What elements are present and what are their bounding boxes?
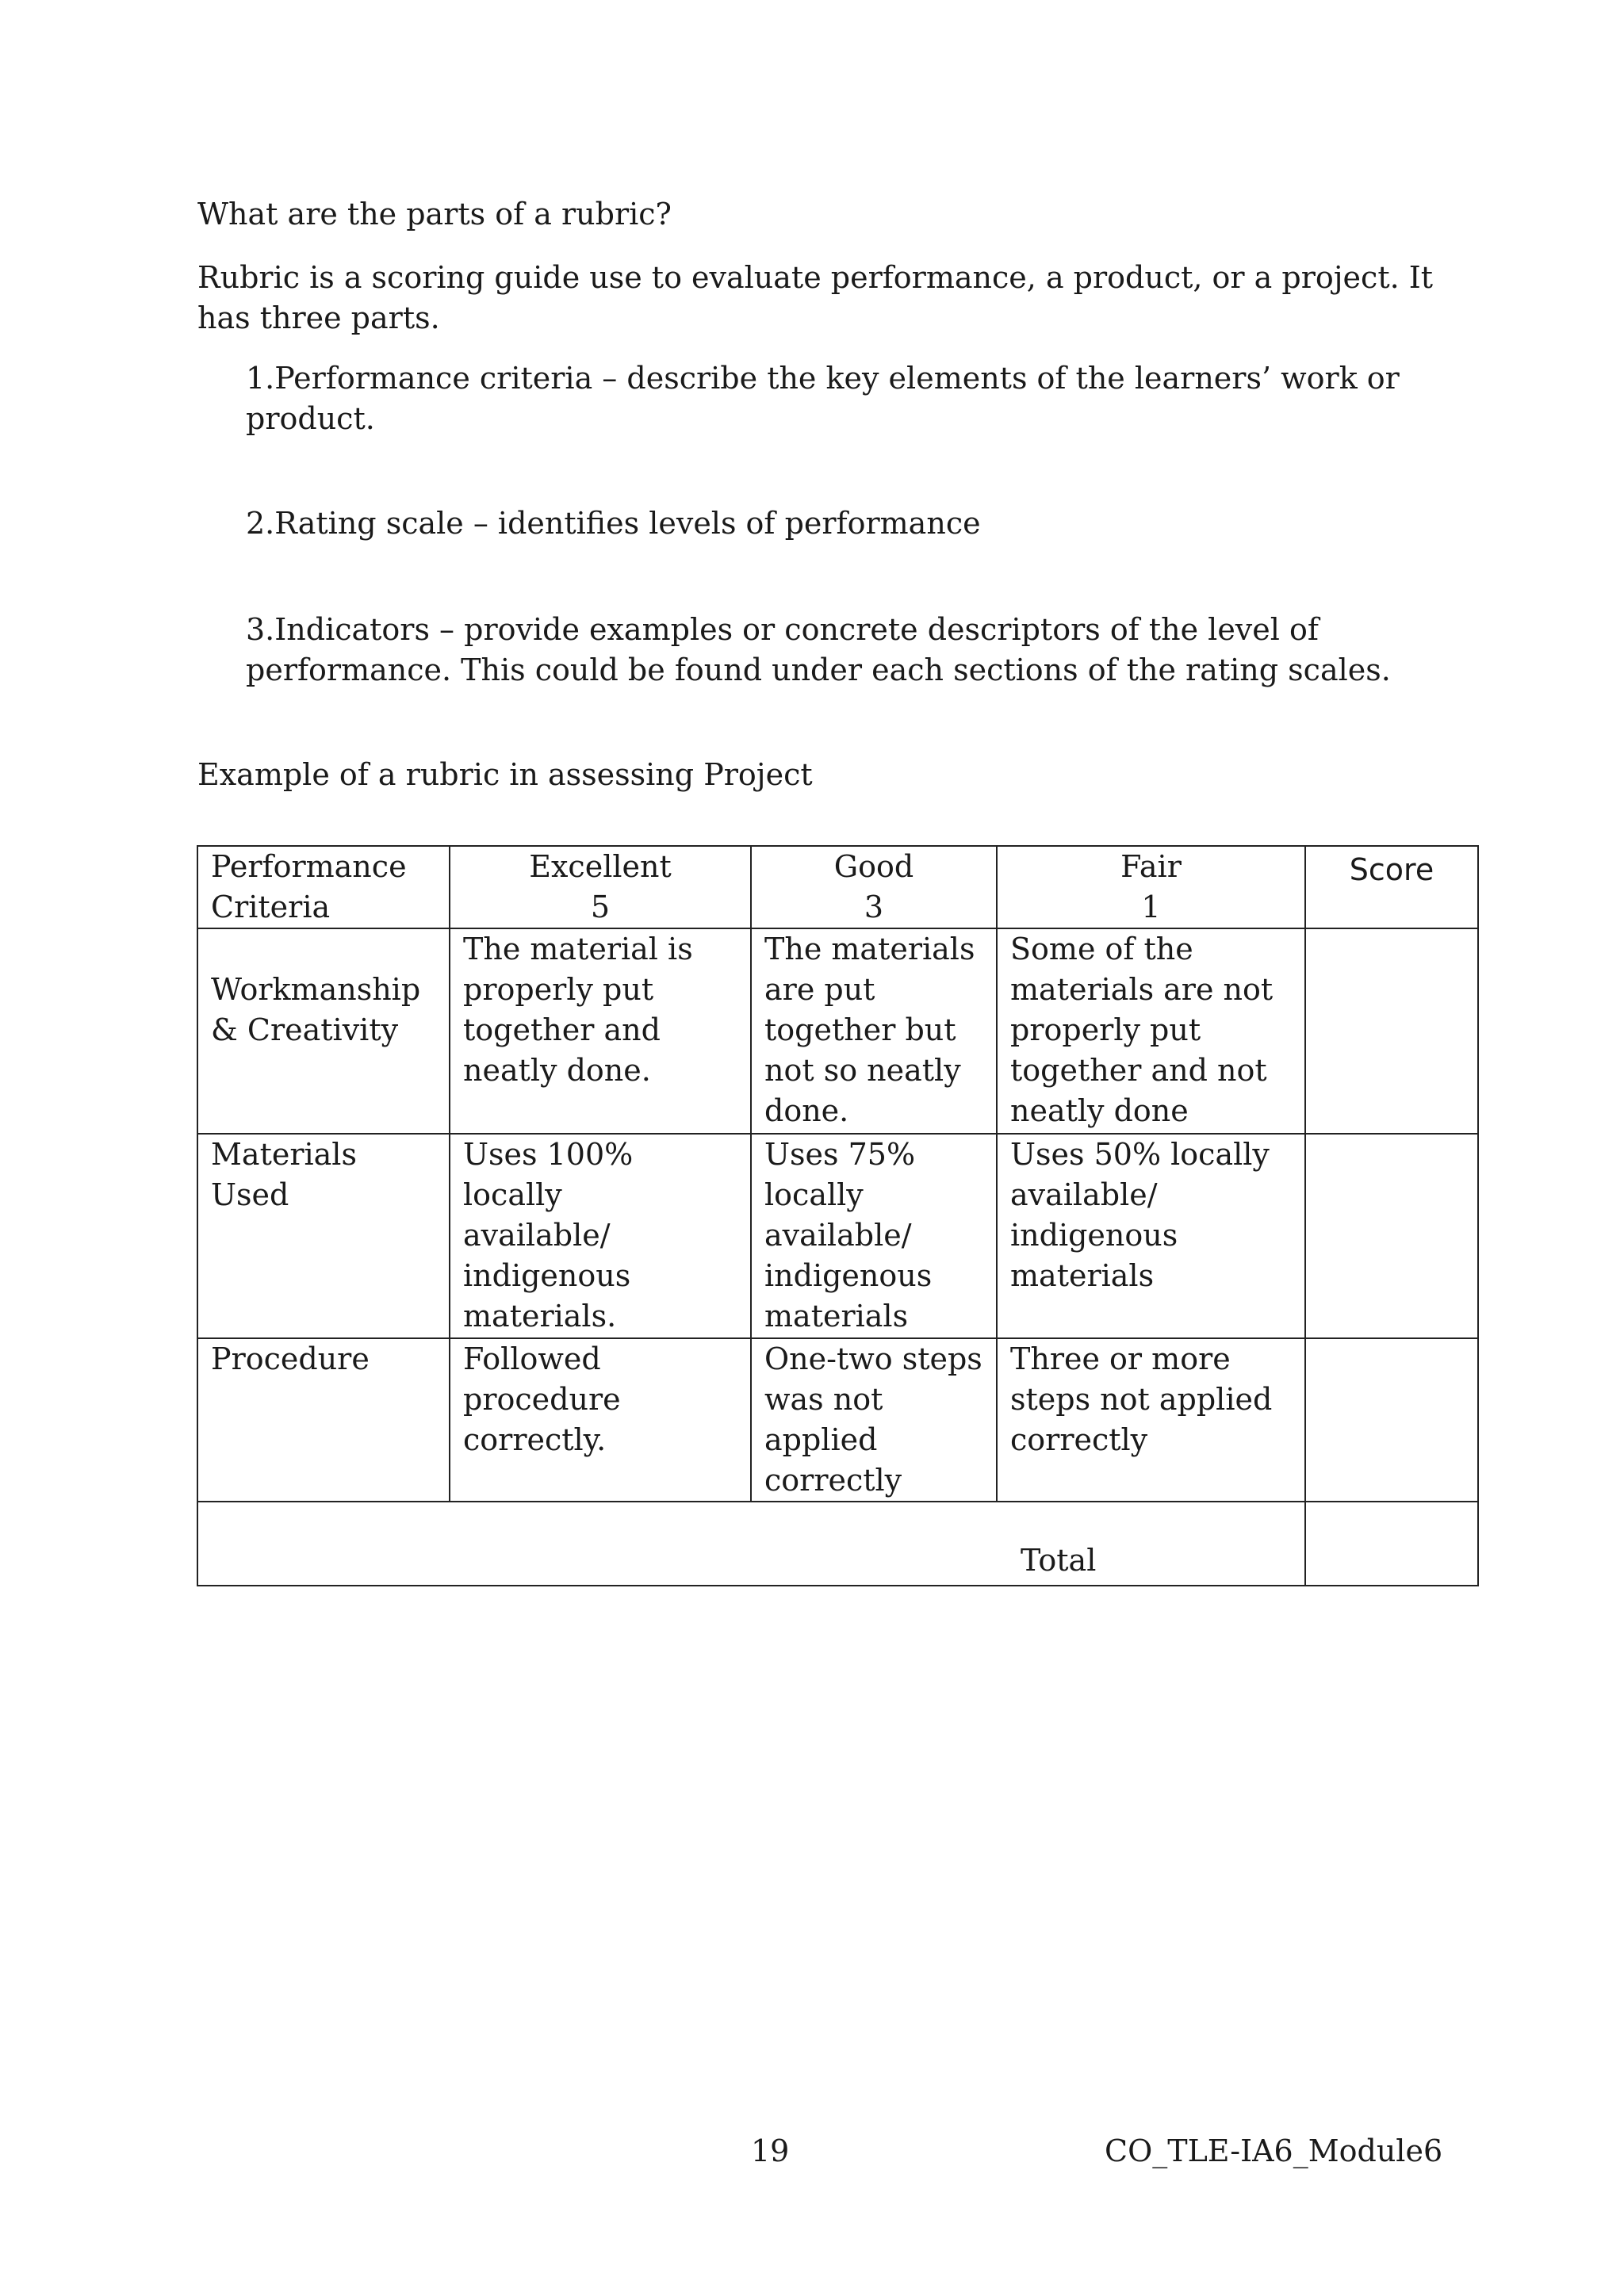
intro-paragraph: Rubric is a scoring guide use to evaluate performance, a product, or a project. It has three parts. bbox=[197, 260, 1434, 335]
header-score: Score bbox=[1305, 846, 1478, 928]
module-code: CO_TLE-IA6_Module6 bbox=[1105, 2133, 1443, 2168]
row-fair: Three or more steps not applied correctly bbox=[997, 1338, 1305, 1502]
rubric-part-2: 2.Rating scale – identifies levels of performance bbox=[246, 506, 981, 541]
row-fair: Uses 50% locally available/ indigenous materials bbox=[997, 1134, 1305, 1338]
row-score bbox=[1305, 928, 1478, 1134]
row-criteria: Workmanship & Creativity bbox=[197, 928, 450, 1134]
total-score bbox=[1305, 1502, 1478, 1586]
row-good: Uses 75% locally available/ indigenous materials bbox=[751, 1134, 997, 1338]
row-score bbox=[1305, 1134, 1478, 1338]
row-good: One-two steps was not applied correctly bbox=[751, 1338, 997, 1502]
rubric-table bbox=[197, 845, 1479, 1586]
table-header-row bbox=[197, 846, 1478, 928]
row-excellent: Uses 100% locally available/ indigenous materials. bbox=[450, 1134, 751, 1338]
total-label: Total bbox=[197, 1502, 1305, 1586]
table-row bbox=[197, 928, 1478, 1134]
table-row bbox=[197, 1134, 1478, 1338]
row-excellent: The material is properly put together and neatly done. bbox=[450, 928, 751, 1134]
row-criteria: Materials Used bbox=[197, 1134, 450, 1338]
row-criteria: Procedure bbox=[197, 1338, 450, 1502]
header-good: Good 3 bbox=[751, 846, 997, 928]
section-question: What are the parts of a rubric? bbox=[197, 197, 672, 232]
row-fair: Some of the materials are not properly put together and not neatly done bbox=[997, 928, 1305, 1134]
rubric-part-1: 1.Performance criteria – describe the key elements of the learners’ work or product. bbox=[246, 361, 1400, 436]
header-criteria: Performance Criteria bbox=[197, 846, 450, 928]
example-caption: Example of a rubric in assessing Project bbox=[197, 757, 813, 792]
header-fair: Fair 1 bbox=[997, 846, 1305, 928]
page-number: 19 bbox=[751, 2133, 790, 2168]
row-score bbox=[1305, 1338, 1478, 1502]
row-good: The materials are put together but not so neatly done. bbox=[751, 928, 997, 1134]
row-excellent: Followed procedure correctly. bbox=[450, 1338, 751, 1502]
total-row bbox=[197, 1502, 1478, 1586]
rubric-part-3: 3.Indicators – provide examples or concrete descriptors of the level of performance. This could be found under each sections of the rating scales. bbox=[246, 612, 1391, 687]
table-row bbox=[197, 1338, 1478, 1502]
header-excellent: Excellent 5 bbox=[450, 846, 751, 928]
